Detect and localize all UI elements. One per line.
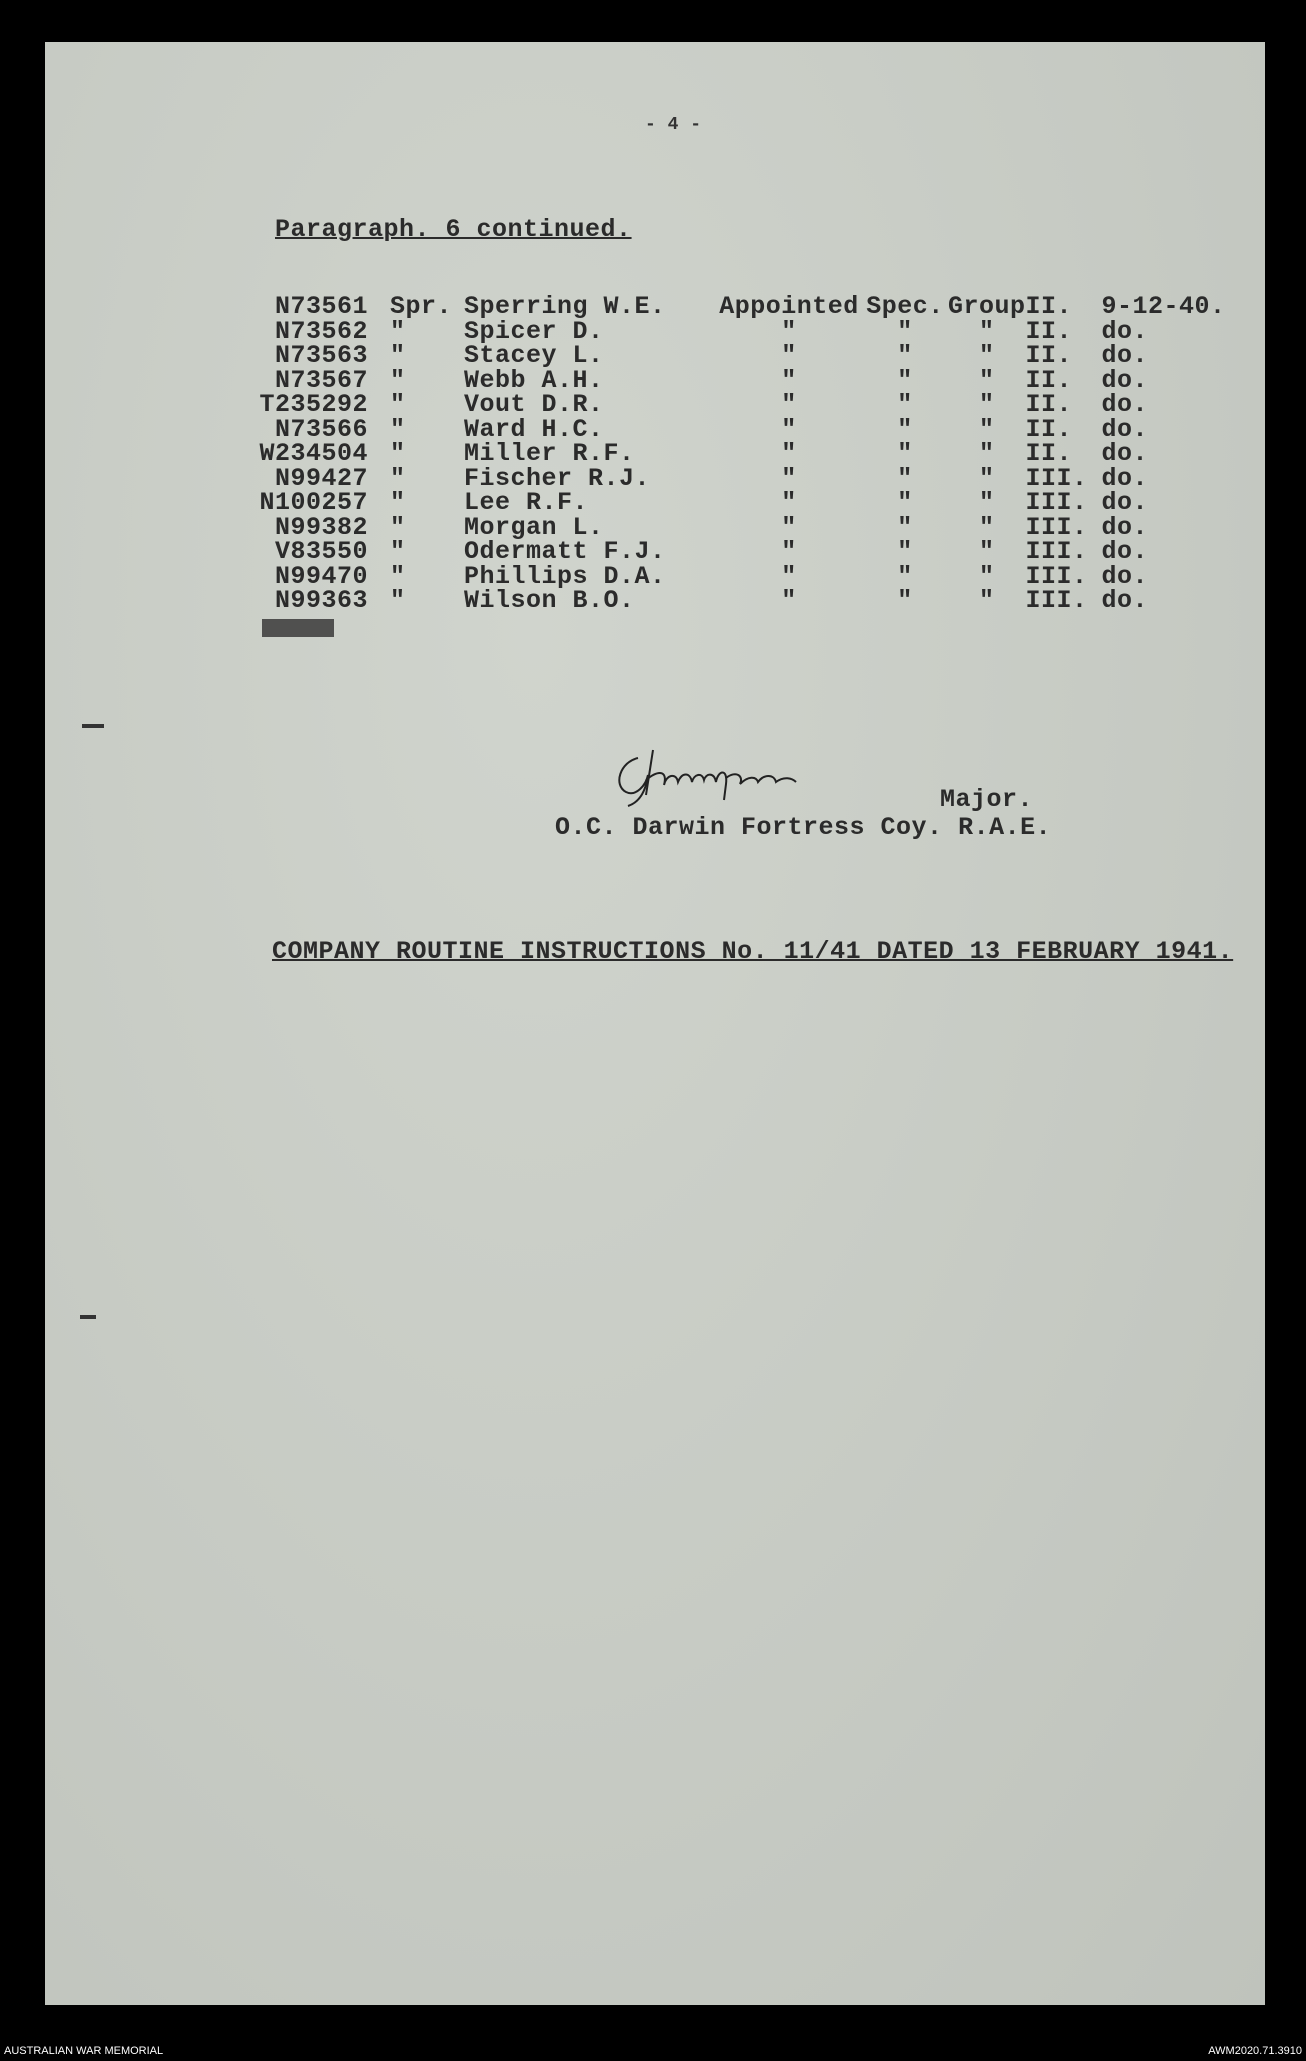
roster-cell-spec: ": [897, 463, 913, 493]
roster-cell-rank: ": [390, 463, 406, 493]
roster-cell-service-number: W234504: [259, 439, 368, 469]
roster-cell-group: ": [979, 561, 995, 591]
roster-cell-name: Miller R.F.: [464, 439, 635, 469]
roster-cell-group: ": [979, 414, 995, 444]
roster-cell-appointed: ": [781, 561, 797, 591]
personnel-roster-table: [250, 292, 1226, 616]
roster-cell-group: ": [979, 316, 995, 346]
roster-row: [250, 393, 1226, 418]
roster-cell-group: ": [979, 586, 995, 616]
roster-cell-appointed: ": [781, 586, 797, 616]
signatory-unit: O.C. Darwin Fortress Coy. R.A.E.: [555, 813, 1052, 842]
roster-cell-rank: ": [390, 316, 406, 346]
roster-cell-date: do.: [1101, 365, 1149, 395]
roster-cell-name: Ward H.C.: [464, 414, 604, 444]
roster-cell-group: ": [979, 341, 995, 371]
roster-row: [250, 442, 1226, 467]
roster-cell-group: ": [979, 365, 995, 395]
roster-row: [250, 295, 1226, 320]
archive-source-label: AUSTRALIAN WAR MEMORIAL: [4, 2045, 164, 2057]
roster-cell-group: ": [979, 512, 995, 542]
roster-cell-group: ": [979, 537, 995, 567]
roster-cell-class: II.: [1025, 365, 1073, 395]
roster-cell-class: II.: [1025, 439, 1073, 469]
roster-cell-class: II.: [1025, 390, 1073, 420]
roster-cell-group: ": [979, 488, 995, 518]
roster-cell-name: Fischer R.J.: [464, 463, 651, 493]
roster-cell-service-number: N99427: [274, 463, 368, 493]
roster-cell-spec: ": [897, 414, 913, 444]
roster-cell-appointed: Appointed: [719, 292, 859, 322]
roster-cell-spec: ": [897, 512, 913, 542]
roster-cell-appointed: ": [781, 414, 797, 444]
roster-cell-rank: ": [390, 439, 406, 469]
roster-cell-name: Stacey L.: [464, 341, 604, 371]
roster-cell-rank: ": [390, 341, 406, 371]
archive-reference-label: AWM2020.71.3910: [1208, 2045, 1302, 2057]
roster-cell-rank: ": [390, 365, 406, 395]
roster-cell-group: ": [979, 463, 995, 493]
roster-cell-rank: ": [390, 512, 406, 542]
roster-cell-name: Morgan L.: [464, 512, 604, 542]
roster-cell-spec: ": [897, 537, 913, 567]
roster-cell-spec: ": [897, 316, 913, 346]
roster-cell-date: do.: [1101, 512, 1149, 542]
roster-cell-rank: ": [390, 537, 406, 567]
roster-cell-spec: ": [897, 439, 913, 469]
roster-row: [250, 540, 1226, 565]
roster-cell-group: Group: [948, 292, 1026, 322]
roster-cell-rank: Spr.: [390, 292, 453, 322]
roster-cell-class: III.: [1025, 488, 1088, 518]
roster-cell-rank: ": [390, 488, 406, 518]
roster-cell-service-number: N73561: [274, 292, 368, 322]
ink-blot: [262, 619, 334, 637]
roster-cell-group: ": [979, 439, 995, 469]
punch-mark-upper: [82, 724, 104, 728]
roster-cell-rank: ": [390, 561, 406, 591]
roster-cell-date: do.: [1101, 414, 1149, 444]
roster-cell-class: II.: [1025, 341, 1073, 371]
roster-cell-date: do.: [1101, 439, 1149, 469]
roster-cell-appointed: ": [781, 537, 797, 567]
roster-cell-appointed: ": [781, 463, 797, 493]
roster-cell-name: Lee R.F.: [464, 488, 589, 518]
roster-cell-name: Webb A.H.: [464, 365, 604, 395]
roster-cell-service-number: N99470: [274, 561, 368, 591]
roster-cell-spec: ": [897, 561, 913, 591]
routine-instructions-title: COMPANY ROUTINE INSTRUCTIONS No. 11/41 DATED 13 FEBRUARY 1941.: [272, 937, 1234, 966]
roster-cell-class: III.: [1025, 537, 1088, 567]
roster-cell-date: do.: [1101, 586, 1149, 616]
page-number-mark: - 4 -: [645, 115, 702, 135]
roster-cell-class: III.: [1025, 586, 1088, 616]
roster-cell-appointed: ": [781, 316, 797, 346]
roster-cell-spec: ": [897, 365, 913, 395]
roster-cell-service-number: V83550: [274, 537, 368, 567]
roster-cell-date: do.: [1101, 341, 1149, 371]
roster-cell-service-number: N73562: [274, 316, 368, 346]
handwritten-signature: [608, 740, 858, 810]
roster-cell-rank: ": [390, 414, 406, 444]
roster-cell-date: do.: [1101, 537, 1149, 567]
roster-cell-name: Sperring W.E.: [464, 292, 666, 322]
roster-row: [250, 491, 1226, 516]
roster-cell-class: II.: [1025, 316, 1073, 346]
roster-cell-date: do.: [1101, 463, 1149, 493]
roster-cell-date: 9-12-40.: [1101, 292, 1226, 322]
roster-cell-rank: ": [390, 390, 406, 420]
roster-cell-appointed: ": [781, 488, 797, 518]
roster-cell-service-number: N73563: [274, 341, 368, 371]
roster-cell-name: Phillips D.A.: [464, 561, 666, 591]
roster-cell-rank: ": [390, 586, 406, 616]
roster-cell-date: do.: [1101, 316, 1149, 346]
roster-cell-class: II.: [1025, 414, 1073, 444]
roster-cell-appointed: ": [781, 512, 797, 542]
roster-cell-class: II.: [1025, 292, 1073, 322]
roster-cell-service-number: T235292: [259, 390, 368, 420]
roster-cell-appointed: ": [781, 365, 797, 395]
roster-cell-appointed: ": [781, 390, 797, 420]
roster-cell-name: Vout D.R.: [464, 390, 604, 420]
roster-cell-service-number: N73566: [274, 414, 368, 444]
roster-cell-spec: ": [897, 488, 913, 518]
roster-cell-service-number: N73567: [274, 365, 368, 395]
roster-cell-class: III.: [1025, 463, 1088, 493]
roster-cell-spec: Spec.: [866, 292, 944, 322]
roster-cell-spec: ": [897, 586, 913, 616]
paragraph-heading: Paragraph. 6 continued.: [275, 215, 632, 244]
roster-cell-appointed: ": [781, 439, 797, 469]
roster-cell-spec: ": [897, 390, 913, 420]
signatory-rank: Major.: [940, 785, 1034, 814]
roster-cell-name: Spicer D.: [464, 316, 604, 346]
roster-row: [250, 589, 1226, 614]
punch-mark-lower: [80, 1315, 96, 1319]
roster-cell-service-number: N100257: [259, 488, 368, 518]
roster-cell-name: Wilson B.O.: [464, 586, 635, 616]
roster-cell-name: Odermatt F.J.: [464, 537, 666, 567]
roster-row: [250, 344, 1226, 369]
roster-cell-class: III.: [1025, 561, 1088, 591]
roster-cell-date: do.: [1101, 561, 1149, 591]
roster-cell-service-number: N99382: [274, 512, 368, 542]
roster-cell-date: do.: [1101, 390, 1149, 420]
roster-cell-group: ": [979, 390, 995, 420]
roster-cell-date: do.: [1101, 488, 1149, 518]
roster-cell-appointed: ": [781, 341, 797, 371]
roster-cell-service-number: N99363: [274, 586, 368, 616]
roster-cell-class: III.: [1025, 512, 1088, 542]
roster-cell-spec: ": [897, 341, 913, 371]
